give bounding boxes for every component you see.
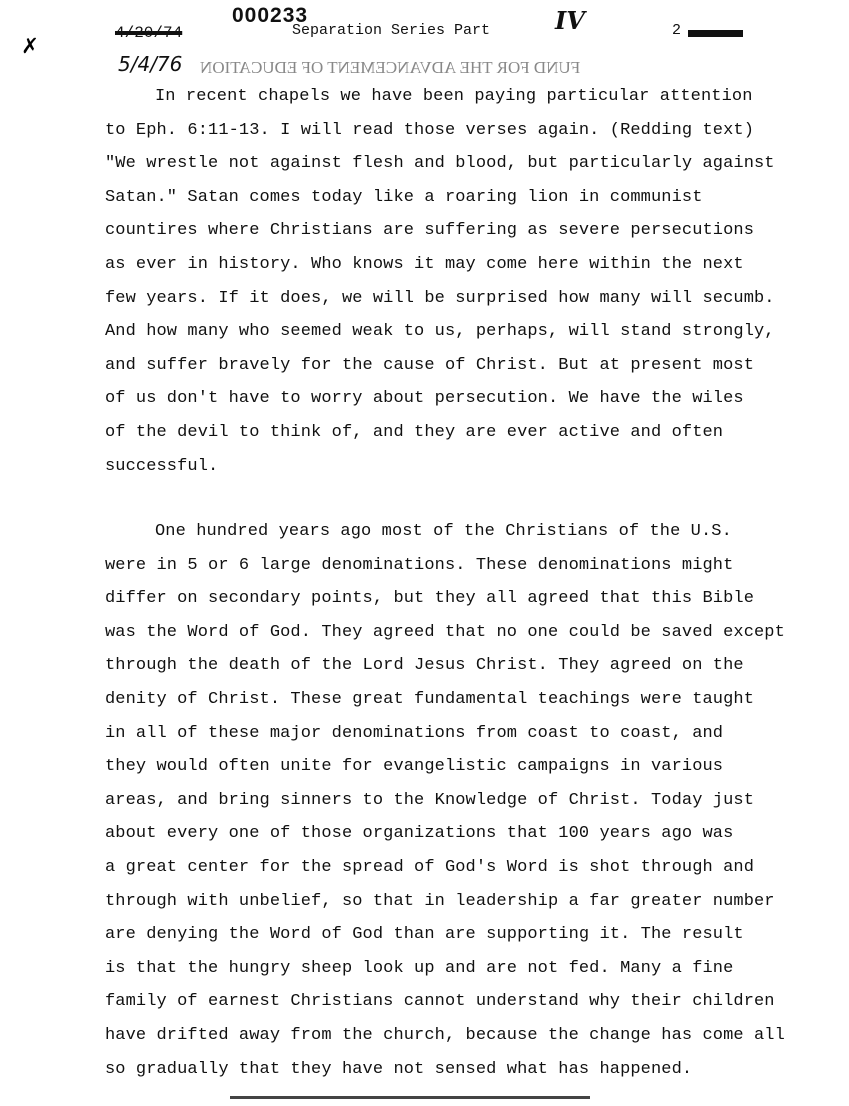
struck-old-date: 4/20/74	[115, 24, 183, 42]
text-line: through the death of the Lord Jesus Christ. They agreed on the	[105, 656, 744, 676]
text-line: is that the hungry sheep look up and are not fed. Many a fine	[105, 958, 734, 978]
text-line: in all of these major denominations from coast to coast, and	[105, 723, 724, 743]
text-line: of us don't have to worry about persecution. We have the wiles	[105, 389, 744, 409]
text-line: One hundred years ago most of the Christians of the U.S.	[155, 522, 732, 541]
text-line: a great center for the spread of God's Word is shot through and	[105, 858, 755, 877]
text-line: through with unbelief, so that in leadership a far greater number	[105, 891, 775, 911]
text-line: so gradually that they have not sensed what has happened.	[105, 1059, 693, 1079]
text-line: as ever in history. Who knows it may come here within the next	[105, 255, 744, 274]
text-line: few years. If it does, we will be surprised how many will secumb.	[105, 288, 775, 308]
text-line: countires where Christians are suffering as severe persecutions	[105, 221, 755, 241]
text-line: And how many who seemed weak to us, perhaps, will stand strongly,	[105, 322, 775, 342]
text-line: differ on secondary points, but they all agreed that this Bible	[105, 589, 755, 609]
text-line: "We wrestle not against flesh and blood, but particularly against	[105, 154, 775, 174]
text-line: areas, and bring sinners to the Knowledge of Christ. Today just	[105, 790, 755, 810]
text-line: and suffer bravely for the cause of Christ. But at present most	[105, 355, 755, 375]
page-number: 2	[672, 22, 682, 39]
text-line: Satan." Satan comes today like a roaring lion in communist	[105, 187, 703, 207]
text-line: was the Word of God. They agreed that no one could be saved except	[105, 622, 785, 642]
document-stamp-number: 000233	[232, 4, 309, 27]
text-line: were in 5 or 6 large denominations. These denominations might	[105, 555, 734, 575]
bleed-through-text: FUND FOR THE ADVANCEMENT OF EDUCATION	[200, 58, 581, 77]
handwritten-mark-icon: ✗	[22, 31, 38, 61]
text-line: successful.	[105, 456, 219, 476]
series-title: Separation Series Part	[292, 22, 491, 39]
part-number: IV	[555, 6, 585, 35]
text-line: of the devil to think of, and they are ever active and often	[105, 423, 724, 442]
strikeout-mark	[688, 30, 743, 37]
text-line: family of earnest Christians cannot understand why their children	[105, 992, 775, 1012]
bottom-rule	[230, 1096, 590, 1099]
text-line: they would often unite for evangelistic campaigns in various	[105, 757, 724, 777]
text-line: denity of Christ. These great fundamental teachings were taught	[105, 690, 755, 709]
text-line: have drifted away from the church, because the change has come all	[105, 1026, 785, 1045]
text-line: are denying the Word of God than are supporting it. The result	[105, 925, 744, 945]
text-line: In recent chapels we have been paying particular attention	[155, 87, 753, 106]
text-line: to Eph. 6:11-13. I will read those verses again. (Redding text)	[105, 120, 755, 140]
handwritten-date: 5/4/76	[118, 52, 183, 76]
text-line: about every one of those organizations that 100 years ago was	[105, 824, 734, 844]
